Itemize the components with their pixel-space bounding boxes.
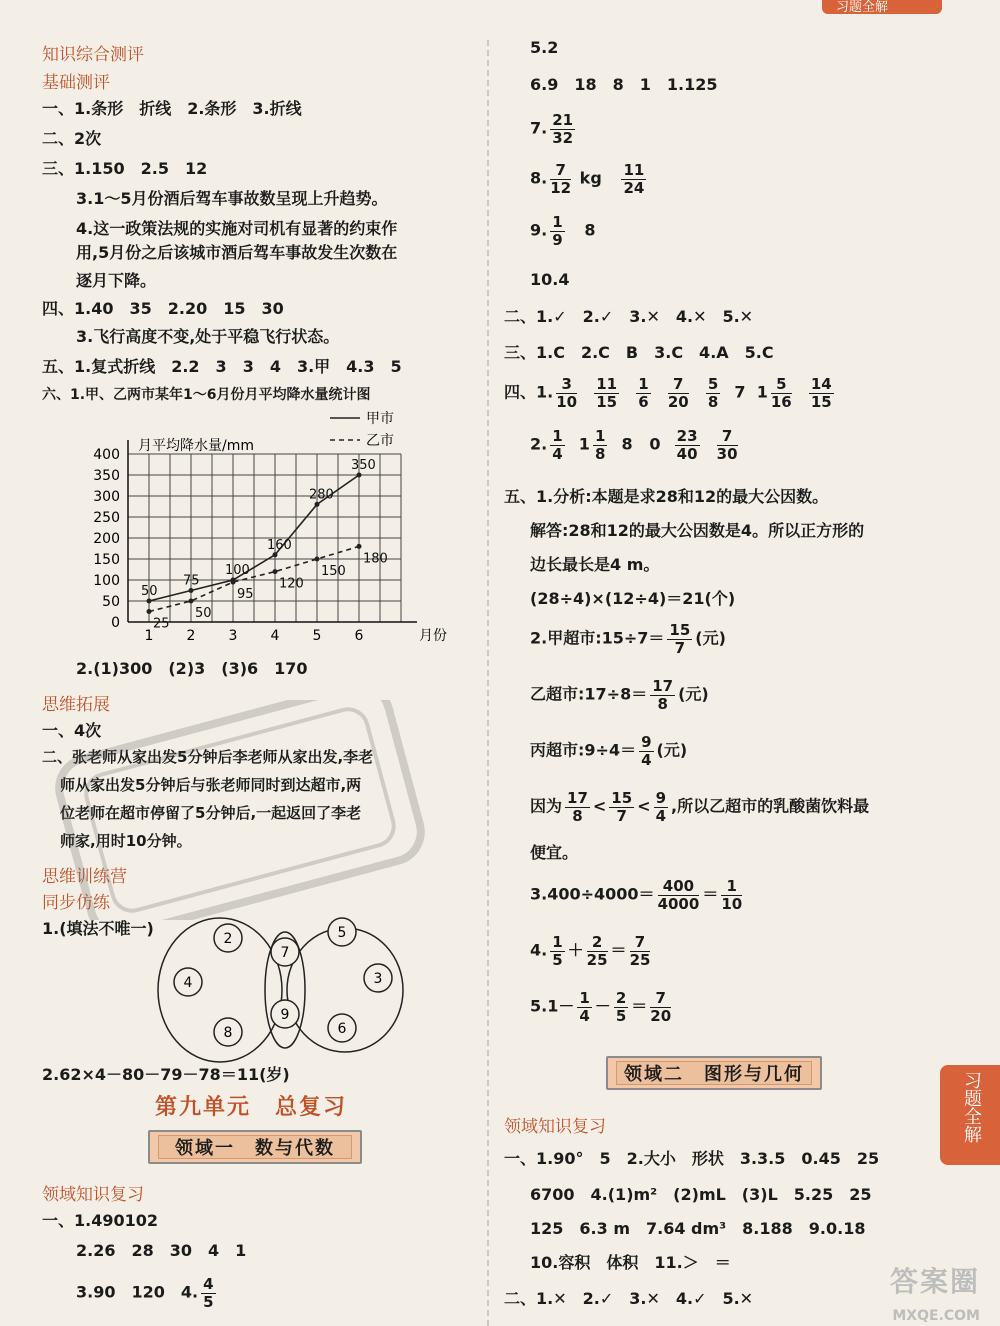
data-point (147, 609, 152, 614)
answer-line (504, 376, 837, 410)
section-title: 思维拓展 (42, 695, 110, 715)
answer-text: 1 (756, 382, 768, 402)
answer-line: 10.容积 体积 11.＞ ＝ (530, 1253, 731, 1272)
answer-line: 因为 $\frac{17}{8}$ < $\frac{15}{7}$ < $\frac{9}{4}$ ,所以乙超市的乳酸菌饮料最 (530, 789, 870, 825)
answer-line: 便宜。 (530, 843, 579, 862)
fraction (650, 678, 675, 712)
numerator: 14 (810, 375, 832, 393)
data-point (189, 588, 194, 593)
unit-text: kg (579, 168, 602, 188)
answer-line (530, 428, 741, 462)
answer-text: 2. (530, 434, 548, 454)
data-label: 160 (267, 537, 292, 553)
y-tick-label: 50 (102, 594, 120, 610)
data-point (315, 502, 320, 507)
answer-line: 解答:28和12的最大公因数是4。所以正方形的 (530, 521, 865, 540)
answer-line: 用,5月份之后该城市酒后驾车事故发生次数在 (76, 243, 398, 262)
denominator: 8 (707, 392, 719, 411)
answer-text: 8 (584, 220, 596, 240)
y-tick-label: 300 (93, 489, 120, 505)
fraction (609, 790, 634, 824)
header-tab (822, 0, 942, 14)
denominator: 4 (655, 806, 667, 825)
section-title: 领域知识复习 (504, 1117, 606, 1137)
denominator: 25 (586, 950, 608, 969)
fraction (593, 428, 607, 462)
data-label: 150 (321, 564, 346, 579)
fraction (587, 934, 608, 968)
line-chart (60, 400, 460, 650)
numerator: 400 (658, 878, 700, 896)
numerator: 1 (579, 989, 590, 1007)
fraction (668, 376, 689, 410)
numerator: 7 (550, 162, 571, 180)
x-tick-label: 2 (186, 628, 196, 644)
answer-line: 二、张老师从家出发5分钟后李老师从家出发,李老 (42, 748, 374, 766)
y-tick-label: 350 (93, 468, 120, 484)
side-tab (940, 1065, 1000, 1165)
data-label: 50 (195, 606, 212, 621)
domain-banner-label: 领域一 数与代数 (158, 1135, 352, 1159)
fraction (654, 790, 668, 824)
data-point (357, 473, 362, 478)
answer-line (530, 678, 709, 712)
x-tick-label: 6 (354, 628, 364, 644)
fraction (721, 878, 742, 912)
fraction (201, 1276, 215, 1310)
answer-line: 2.(1)300 (2)3 (3)6 170 (76, 659, 308, 678)
answer-line: 三、1.C 2.C B 3.C 4.A 5.C (504, 343, 774, 362)
y-tick-label: 200 (93, 531, 120, 547)
answer-line: 四、1.40 35 2.20 15 30 (42, 299, 284, 318)
answer-line: 一、4次 (42, 721, 102, 740)
fraction (630, 934, 651, 968)
answer-line: (28÷4)×(12÷4)＝21(个) (530, 589, 736, 608)
answer-text: 5.1－ (530, 996, 575, 1016)
x-tick-label: 3 (228, 628, 238, 644)
fraction (706, 376, 720, 410)
numerator: 11 (596, 375, 618, 393)
numerator: 15 (669, 621, 691, 639)
fraction (550, 162, 571, 196)
answer-line: 2.62×4－80－79－78＝11(岁) (42, 1065, 290, 1084)
fraction (675, 428, 700, 462)
answer-line: 二、1.✕ 2.✓ 3.✕ 4.✓ 5.✕ (504, 1289, 754, 1308)
domain-banner-label: 领域二 图形与几何 (616, 1061, 812, 1085)
column-divider (487, 40, 489, 1326)
answer-text: 8 (621, 434, 633, 454)
answer-line: 一、1.条形 折线 2.条形 3.折线 (42, 99, 302, 118)
fraction (565, 790, 590, 824)
y-tick-label: 250 (93, 510, 120, 526)
answer-line: 6700 4.(1)m² (2)mL (3)L 5.25 25 (530, 1185, 872, 1204)
denominator: 20 (650, 1006, 672, 1025)
denominator: 5 (203, 1292, 214, 1311)
answer-line: 三、1.150 2.5 12 (42, 159, 208, 178)
numerator: 3 (556, 376, 577, 394)
domain-banner (606, 1056, 822, 1090)
denominator: 15 (810, 392, 832, 411)
answer-text: 3.90 120 4. (76, 1282, 199, 1302)
answer-line: 二、2次 (42, 129, 102, 148)
answer-line: 二、1.✓ 2.✓ 3.✕ 4.✕ 5.✕ (504, 307, 754, 326)
answer-text: 3.400÷4000＝ (530, 884, 655, 904)
x-axis-label: 月份 (419, 628, 447, 644)
answer-line: 逐月下降。 (76, 271, 157, 290)
denominator: 7 (616, 806, 627, 825)
unit-title: 第九单元 总复习 (155, 1095, 348, 1120)
data-label: 75 (183, 573, 200, 589)
numerator: 7 (668, 376, 689, 394)
section-title: 同步仿练 (42, 893, 110, 913)
fraction (577, 990, 591, 1024)
answer-line: 5.2 (530, 38, 559, 57)
answer-text: 7. (530, 118, 548, 138)
numerator: 1 (552, 933, 563, 951)
section-title: 领域知识复习 (42, 1185, 144, 1205)
y-tick-label: 400 (93, 447, 120, 463)
numerator: 1 (721, 878, 742, 896)
fraction (550, 112, 575, 146)
answer-line: 4.这一政策法规的实施对司机有显著的约束作 (76, 219, 398, 238)
numerator: 11 (623, 161, 645, 179)
answer-line: 2.26 28 30 4 1 (76, 1241, 247, 1260)
circle-puzzle (150, 910, 410, 1070)
answer-line: 6.9 18 8 1 1.125 (530, 75, 718, 94)
header-tab-label: 习题全解 (836, 0, 889, 15)
answer-line: 五、1.复式折线 2.2 3 3 4 3.甲 4.3 5 (42, 357, 402, 376)
denominator: 7 (674, 638, 686, 657)
numerator: 9 (641, 733, 652, 751)
legend-label: 乙市 (366, 433, 394, 449)
answer-text: ,所以乙超市的乳酸菌饮料最 (671, 796, 870, 816)
y-tick-label: 100 (93, 573, 120, 589)
circle-number: 2 (223, 931, 233, 947)
fraction (639, 734, 653, 768)
answer-text: 2.甲超市:15÷7＝ (530, 628, 665, 648)
fraction (650, 990, 671, 1024)
fraction (809, 376, 834, 410)
data-label: 95 (237, 587, 254, 603)
chart-title: 六、1.甲、乙两市某年1～6月份月平均降水量统计图 (42, 387, 371, 403)
answer-line: 师家,用时10分钟。 (60, 832, 192, 850)
answer-line: 1.(填法不唯一) (42, 919, 154, 938)
answer-text: 4. (530, 940, 548, 960)
answer-line: 3.1～5月份酒后驾车事故数呈现上升趋势。 (76, 189, 388, 208)
answer-line: 5.1－ $\frac{1}{4}$ － $\frac{2}{5}$ ＝ $\frac{7}{20}$ (530, 989, 672, 1025)
numerator: 15 (611, 789, 633, 807)
denominator: 32 (552, 128, 574, 147)
denominator: 9 (552, 230, 563, 249)
numerator: 1 (594, 427, 606, 445)
denominator: 15 (596, 392, 618, 411)
fraction (550, 934, 564, 968)
numerator: 7 (630, 934, 651, 952)
answer-line: 位老师在超市停留了5分钟后,一起返回了李老 (60, 804, 362, 822)
numerator: 5 (707, 375, 719, 393)
x-tick-label: 5 (312, 628, 322, 644)
answer-text: 因为 (530, 796, 563, 816)
denominator: 16 (770, 392, 792, 411)
numerator: 17 (652, 677, 674, 695)
numerator: 23 (676, 427, 698, 445)
denominator: 30 (716, 444, 738, 463)
data-point (315, 557, 320, 562)
answer-line: 师从家出发5分钟后与张老师同时到达超市,两 (60, 776, 362, 794)
denominator: 25 (629, 950, 651, 969)
denominator: 10 (721, 894, 743, 913)
answer-line: 边长最长是4 m。 (530, 555, 660, 574)
numerator: 4 (203, 1275, 214, 1293)
numerator: 1 (552, 427, 563, 445)
fraction (550, 214, 564, 248)
answer-line (76, 1276, 219, 1310)
data-point (357, 544, 362, 549)
data-point (273, 569, 278, 574)
denominator: 8 (594, 444, 606, 463)
x-tick-label: 1 (144, 628, 154, 644)
denominator: 8 (572, 806, 583, 825)
data-point (273, 552, 278, 557)
denominator: 4000 (657, 894, 700, 913)
denominator: 10 (556, 392, 578, 411)
legend-label: 甲市 (366, 411, 394, 427)
fraction (556, 376, 577, 410)
site-watermark-url: MXQE.COM (892, 1308, 980, 1324)
data-point (147, 599, 152, 604)
numerator: 7 (650, 990, 671, 1008)
answer-text: 0 (649, 434, 661, 454)
data-label: 120 (279, 576, 304, 592)
numerator: 17 (567, 789, 588, 807)
circle-number: 5 (337, 925, 347, 941)
answer-line (530, 734, 687, 768)
numerator: 2 (587, 934, 608, 952)
data-label: 280 (309, 487, 334, 503)
circle-number: 9 (280, 1007, 290, 1023)
denominator: 4 (579, 1006, 590, 1025)
section-title: 基础测评 (42, 73, 110, 93)
numerator: 21 (552, 111, 574, 129)
answer-line: 3.飞行高度不变,处于平稳飞行状态。 (76, 327, 340, 346)
denominator: 20 (667, 392, 689, 411)
fraction (717, 428, 738, 462)
y-tick-label: 0 (111, 615, 120, 631)
data-label: 25 (153, 616, 170, 632)
denominator: 5 (552, 950, 563, 969)
answer-text: 乙超市:17÷8＝ (530, 684, 648, 704)
circle-number: 8 (223, 1025, 233, 1041)
answer-line: 125 6.3 m 7.64 dm³ 8.188 9.0.18 (530, 1219, 866, 1238)
denominator: 24 (623, 178, 645, 197)
answer-text: (元) (695, 628, 726, 648)
answer-line: 五、1.分析:本题是求28和12的最大公因数。 (504, 487, 829, 506)
fraction (667, 622, 692, 656)
numerator: 2 (615, 989, 627, 1007)
denominator: 4 (641, 750, 652, 769)
answer-line: 3.400÷4000＝ $\frac{400}{4000}$ ＝ $\frac{1}{10}$ (530, 877, 743, 913)
denominator: 40 (676, 444, 698, 463)
data-label: 50 (141, 584, 158, 599)
site-watermark: 答案圈 (889, 1265, 980, 1298)
fraction (771, 376, 792, 410)
stamp-watermark (40, 700, 440, 920)
domain-banner (148, 1130, 362, 1164)
denominator: 8 (657, 694, 668, 713)
circle-number: 6 (337, 1021, 347, 1037)
denominator: 6 (638, 392, 649, 411)
denominator: 4 (552, 444, 563, 463)
fraction (658, 878, 700, 912)
section-title: 知识综合测评 (42, 45, 144, 65)
data-label: 350 (351, 458, 376, 473)
numerator: 5 (771, 376, 792, 394)
answer-line: 4. $\frac{1}{5}$ ＋ $\frac{2}{25}$ ＝ $\frac{7}{25}$ (530, 933, 651, 969)
numerator: 7 (717, 428, 738, 446)
data-point (189, 599, 194, 604)
denominator: 5 (615, 1006, 627, 1025)
fraction (594, 376, 619, 410)
answer-text: 丙超市:9÷4＝ (530, 740, 637, 760)
y-tick-label: 150 (93, 552, 120, 568)
x-tick-label: 4 (270, 628, 280, 644)
answer-line: 一、1.90° 5 2.大小 形状 3.3.5 0.45 25 (504, 1149, 880, 1168)
numerator: 1 (552, 213, 563, 231)
answer-line (530, 162, 649, 196)
circle-number: 7 (280, 945, 290, 961)
fraction (550, 428, 564, 462)
y-axis-label: 月平均降水量/mm (138, 438, 254, 454)
answer-text: 四、1. (504, 382, 554, 402)
section-title: 思维训练营 (42, 867, 127, 887)
circle-number: 4 (183, 975, 193, 991)
answer-text: (元) (678, 684, 709, 704)
numerator: 9 (655, 789, 667, 807)
answer-text: 8. (530, 168, 548, 188)
data-label: 180 (363, 551, 388, 567)
answer-line (530, 622, 726, 656)
data-point (231, 580, 236, 585)
numerator: 1 (638, 375, 649, 393)
circle-number: 3 (373, 971, 383, 987)
data-label: 100 (225, 563, 250, 578)
answer-text: (元) (656, 740, 688, 760)
side-tab-label: 习题全解 (961, 1071, 982, 1143)
answer-text: 1 (578, 434, 590, 454)
answer-line: 10.4 (530, 270, 570, 289)
denominator: 12 (550, 178, 572, 197)
answer-line (530, 112, 578, 146)
answer-line: 一、1.490102 (42, 1211, 159, 1230)
answer-text: 7 (734, 382, 746, 402)
answer-line (530, 214, 596, 248)
fraction (621, 162, 646, 196)
fraction (636, 376, 650, 410)
fraction (614, 990, 628, 1024)
answer-text: 9. (530, 220, 548, 240)
